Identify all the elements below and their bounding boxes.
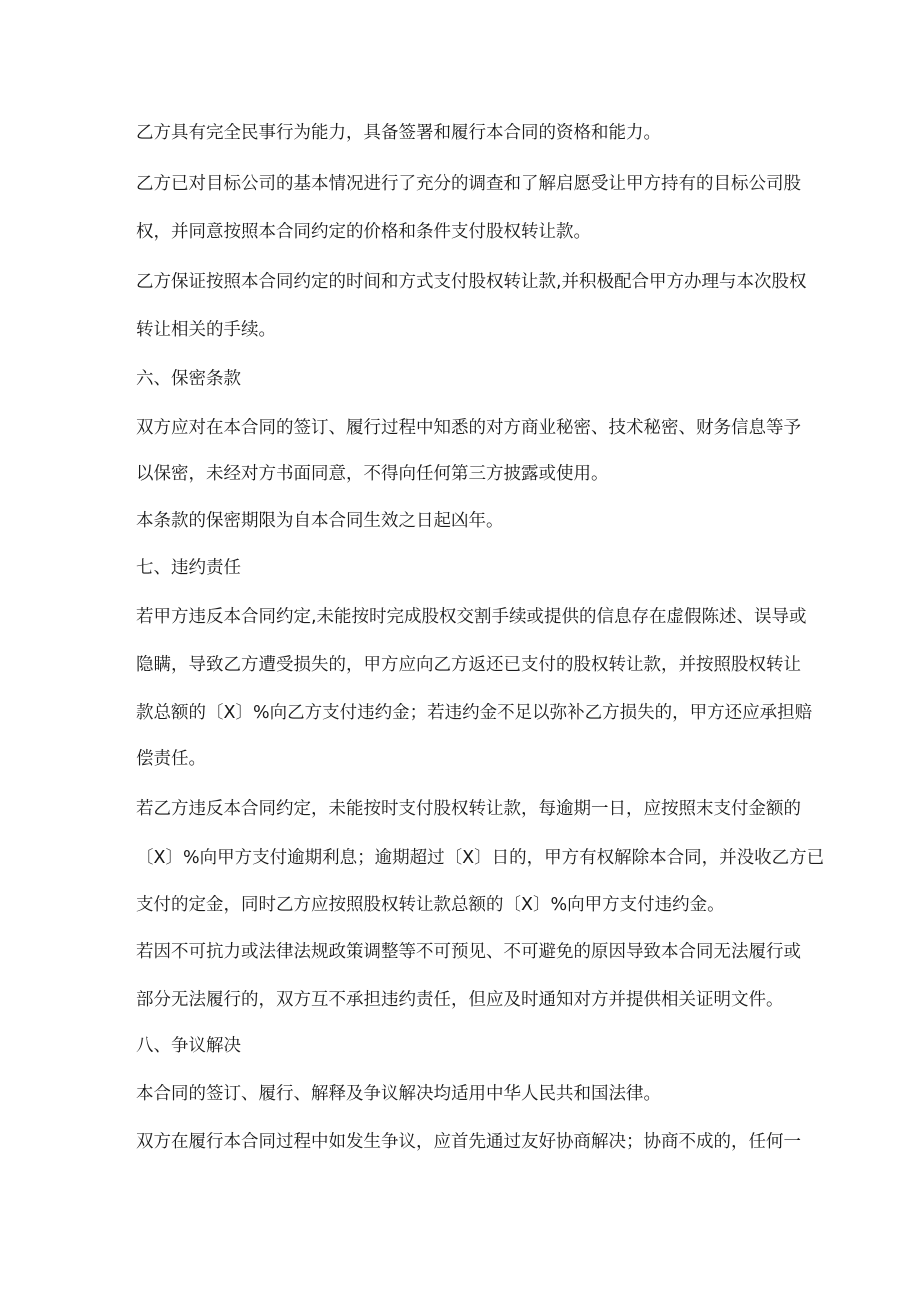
paragraph-line: 若乙方违反本合同约定，未能按时支付股权转让款，每逾期一日，应按照末支付金额的 (136, 799, 801, 819)
paragraph-line: 双方在履行本合同过程中如发生争议，应首先通过友好协商解决；协商不成的，任何一 (136, 1132, 801, 1152)
paragraph-line: 转让相关的手续。 (136, 320, 276, 340)
paragraph-line: 若甲方违反本合同约定,未能按时完成股权交割手续或提供的信息存在虚假陈述、误导或 (136, 607, 807, 627)
paragraph-line: 部分无法履行的，双方互不承担违约责任，但应及时通知对方并提供相关证明文件。 (136, 990, 784, 1010)
section-heading-confidentiality: 六、保密条款 (136, 369, 241, 389)
paragraph-line: 双方应对在本合同的签订、履行过程中知悉的对方商业秘密、技术秘密、财务信息等予 (136, 418, 801, 438)
section-heading-dispute: 八、争议解决 (136, 1036, 241, 1056)
paragraph-line: 权，并同意按照本合同约定的价格和条件支付股权转让款。 (136, 222, 591, 242)
paragraph-line: 若因不可抗力或法律法规政策调整等不可预见、不可避免的原因导致本合同无法履行或 (136, 942, 801, 962)
paragraph-line: 款总额的〔X〕%向乙方支付违约金；若违约金不足以弥补乙方损失的，甲方还应承担赔 (136, 703, 813, 723)
paragraph-line: 乙方保证按照本合同约定的时间和方式支付股权转让款,并积极配合甲方办理与本次股权 (136, 272, 807, 292)
section-heading-liability: 七、违约责任 (136, 558, 241, 578)
paragraph-line: 本合同的签订、履行、解释及争议解决均适用中华人民共和国法律。 (136, 1084, 661, 1104)
paragraph-line: 隐瞒，导致乙方遭受损失的，甲方应向乙方返还已支付的股权转让款，并按照股权转让 (136, 655, 801, 675)
paragraph-line: 本条款的保密期限为自本合同生效之日起凶年。 (136, 511, 504, 531)
paragraph-line: 偿责任。 (136, 749, 206, 769)
paragraph-line: 乙方已对目标公司的基本情况进行了充分的调查和了解启愿受让甲方持有的目标公司股 (136, 174, 801, 194)
paragraph-line: 乙方具有完全民事行为能力，具备签署和履行本合同的资格和能力。 (136, 123, 661, 143)
paragraph-line: 支付的定金，同时乙方应按照股权转让款总额的〔X〕%向甲方支付违约金。 (136, 895, 725, 915)
paragraph-line: 〔X〕%向甲方支付逾期利息；逾期超过〔X〕日的，甲方有权解除本合同，并没收乙方已 (136, 848, 825, 868)
paragraph-line: 以保密，未经对方书面同意，不得向任何第三方披露或使用。 (136, 464, 609, 484)
